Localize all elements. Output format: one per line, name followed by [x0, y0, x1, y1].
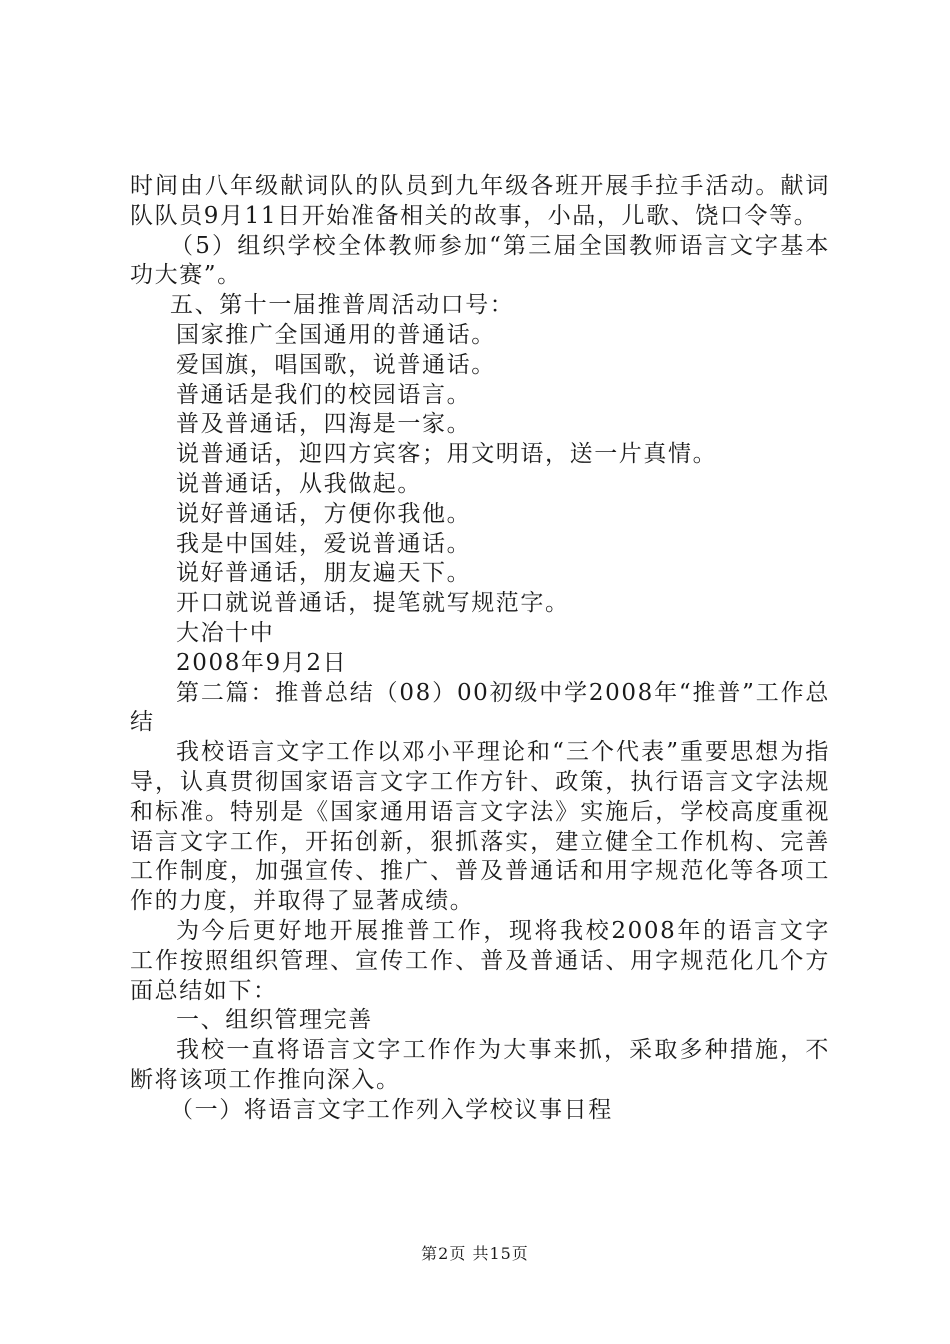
signature-date: 2008年9月2日	[176, 649, 348, 676]
section-heading-slogans: 五、第十一届推普周活动口号：	[170, 292, 515, 319]
subheading-agenda: （一）将语言文字工作列入学校议事日程	[170, 1096, 613, 1123]
section-title-part-two: 第二篇：推普总结（08）00初级中学2008年“推普”工作总结	[130, 679, 830, 736]
slogan-line: 爱国旗，唱国歌，说普通话。	[176, 351, 496, 378]
paragraph-continuation: 时间由八年级献词队的队员到九年级各班开展手拉手活动。献词队队员9月11日开始准备相关的故事，小品，儿歌、饶口令等。	[130, 173, 830, 229]
slogan-line: 说普通话，从我做起。	[176, 470, 422, 497]
page-number-footer: 第2页 共15页	[421, 1244, 529, 1263]
slogan-line: 普及普通话，四海是一家。	[176, 411, 472, 438]
slogan-line: 说普通话，迎四方宾客；用文明语，送一片真情。	[176, 441, 718, 468]
slogan-line: 我是中国娃，爱说普通话。	[176, 530, 472, 557]
slogan-line: 说好普通话，方便你我他。	[176, 500, 472, 527]
paragraph-organization: 我校一直将语言文字工作作为大事来抓，采取多种措施，不断将该项工作推向深入。	[130, 1037, 830, 1093]
slogan-list	[130, 321, 830, 619]
document-body	[130, 172, 830, 1126]
paragraph-item-5: （5）组织学校全体教师参加“第三届全国教师语言文字基本功大赛”。	[130, 232, 830, 289]
slogan-line: 普通话是我们的校园语言。	[176, 381, 472, 408]
paragraph-intro: 我校语言文字工作以邓小平理论和“三个代表”重要思想为指导，认真贯彻国家语言文字工作方针、政策，执行语言文字法规和标准。特别是《国家通用语言文字法》实施后，学校高度重视语言文字工作，开拓创新，狠抓落实，建立健全工作机构、完善工作制度，加强宣传、推广、普及普通话和用字规范化等各项工作的力度，并取得了显著成绩。	[130, 739, 830, 915]
paragraph-summary-intro: 为今后更好地开展推普工作，现将我校2008年的语言文字工作按照组织管理、宣传工作、普及普通话、用字规范化几个方面总结如下：	[130, 917, 830, 1004]
signature-school: 大冶十中	[176, 619, 275, 646]
section-heading-organization: 一、组织管理完善	[176, 1007, 373, 1034]
slogan-line: 国家推广全国通用的普通话。	[176, 321, 496, 348]
slogan-line: 说好普通话，朋友遍天下。	[176, 560, 472, 587]
slogan-line: 开口就说普通话，提笔就写规范字。	[176, 590, 570, 617]
